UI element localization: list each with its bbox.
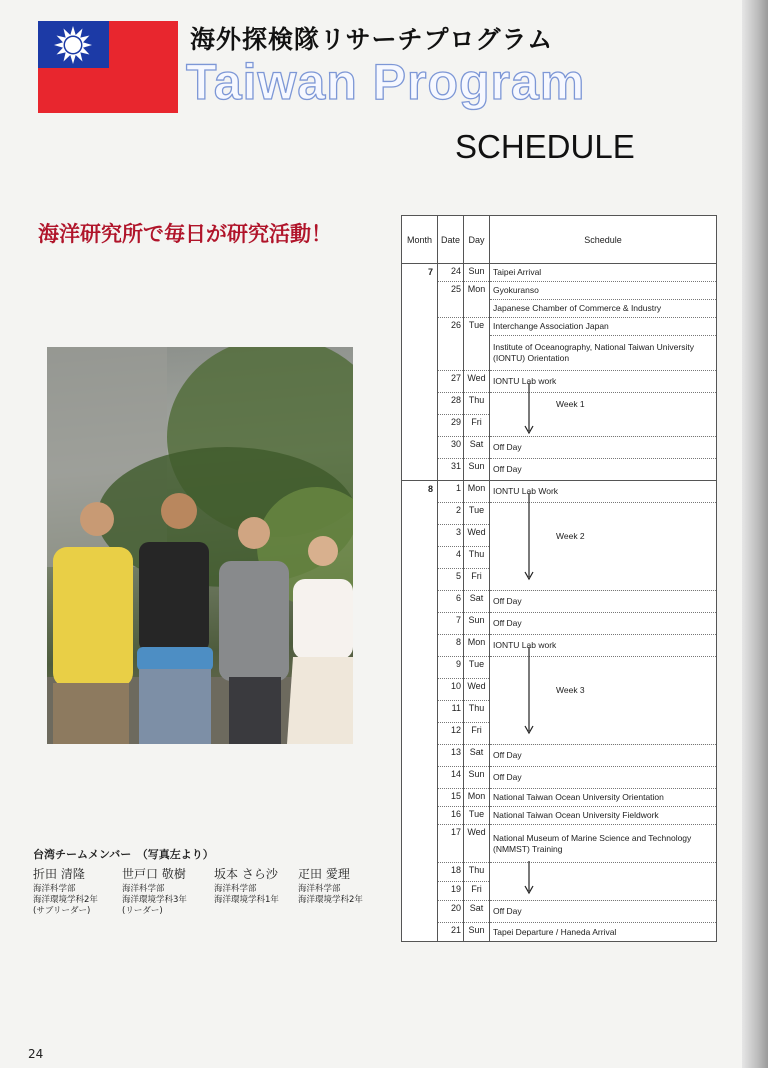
table-row — [402, 789, 717, 807]
date-cell: 20 — [438, 901, 464, 923]
week-label: Week 1 — [556, 399, 585, 409]
member-department: 海洋環境学科2年 — [33, 895, 98, 905]
event-cell: Japanese Chamber of Commerce & Industry — [490, 300, 717, 318]
event-cell — [490, 503, 717, 591]
member-name: 世戸口 敬樹 — [122, 867, 186, 881]
day-cell: Wed — [464, 525, 490, 547]
event-cell: Taipei Arrival — [490, 264, 717, 282]
date-cell: 16 — [438, 807, 464, 825]
member-name: 折田 清隆 — [33, 867, 85, 881]
schedule-heading: SCHEDULE — [455, 128, 635, 165]
day-cell: Sun — [464, 923, 490, 942]
week-label: Week 3 — [556, 685, 585, 695]
member-faculty: 海洋科学部 — [214, 884, 257, 894]
month-cell: 8 — [402, 481, 438, 942]
day-cell: Fri — [464, 723, 490, 745]
date-cell: 26 — [438, 318, 464, 371]
event-cell: National Museum of Marine Science and Technology (NMMST) Training — [490, 825, 717, 863]
event-cell: Off Day — [490, 591, 717, 613]
date-cell: 6 — [438, 591, 464, 613]
day-cell: Tue — [464, 503, 490, 525]
col-schedule: Schedule — [490, 216, 717, 264]
table-row — [402, 657, 717, 679]
date-cell: 27 — [438, 371, 464, 393]
event-cell: IONTU Lab work — [490, 371, 717, 393]
table-row — [402, 437, 717, 459]
members-heading: 台湾チームメンバー （写真左より） — [33, 848, 214, 861]
page-number: 24 — [28, 1047, 44, 1061]
member-4 — [298, 868, 363, 906]
member-department: 海洋環境学科3年 — [122, 895, 187, 905]
member-2 — [122, 868, 187, 917]
date-cell: 21 — [438, 923, 464, 942]
down-arrow-icon — [524, 647, 534, 737]
team-photo — [47, 347, 353, 744]
day-cell: Wed — [464, 371, 490, 393]
date-cell: 8 — [438, 635, 464, 657]
date-cell: 2 — [438, 503, 464, 525]
date-cell: 18 — [438, 863, 464, 882]
date-cell: 10 — [438, 679, 464, 701]
day-cell: Sat — [464, 437, 490, 459]
event-cell: National Taiwan Ocean University Fieldwork — [490, 807, 717, 825]
event-cell: IONTU Lab Work — [490, 481, 717, 503]
flag-canton — [38, 21, 109, 68]
day-cell: Mon — [464, 789, 490, 807]
event-cell: Interchange Association Japan — [490, 318, 717, 336]
day-cell: Thu — [464, 393, 490, 415]
month-cell: 7 — [402, 264, 438, 481]
day-cell: Sat — [464, 745, 490, 767]
day-cell: Wed — [464, 679, 490, 701]
week-label: Week 2 — [556, 531, 585, 541]
member-1 — [33, 868, 98, 917]
date-cell: 7 — [438, 613, 464, 635]
event-cell: Off Day — [490, 613, 717, 635]
program-title-jp: 海外探検隊リサーチプログラム — [190, 25, 554, 54]
day-cell: Tue — [464, 657, 490, 679]
day-cell: Mon — [464, 282, 490, 318]
col-month: Month — [402, 216, 438, 264]
event-cell — [490, 657, 717, 745]
schedule-table — [401, 215, 717, 942]
member-role: (サブリーダー) — [33, 906, 91, 916]
down-arrow-icon — [524, 493, 534, 583]
table-row — [402, 767, 717, 789]
date-cell: 29 — [438, 415, 464, 437]
day-cell: Fri — [464, 882, 490, 901]
table-row — [402, 825, 717, 863]
member-name: 疋田 愛理 — [298, 867, 350, 881]
date-cell: 3 — [438, 525, 464, 547]
table-row — [402, 503, 717, 525]
table-row — [402, 282, 717, 300]
day-cell: Thu — [464, 863, 490, 882]
event-cell: Off Day — [490, 437, 717, 459]
event-cell — [490, 393, 717, 437]
day-cell: Thu — [464, 701, 490, 723]
date-cell: 4 — [438, 547, 464, 569]
table-row — [402, 459, 717, 481]
table-row — [402, 901, 717, 923]
date-cell: 13 — [438, 745, 464, 767]
table-row — [402, 591, 717, 613]
member-faculty: 海洋科学部 — [33, 884, 76, 894]
day-cell: Sun — [464, 767, 490, 789]
member-department: 海洋環境学科2年 — [298, 895, 363, 905]
event-cell: Off Day — [490, 901, 717, 923]
table-row — [402, 393, 717, 415]
white-sun-icon — [52, 24, 94, 66]
table-row — [402, 863, 717, 882]
date-cell: 25 — [438, 282, 464, 318]
member-faculty: 海洋科学部 — [298, 884, 341, 894]
event-cell: National Taiwan Ocean University Orientation — [490, 789, 717, 807]
day-cell: Tue — [464, 807, 490, 825]
down-arrow-icon — [524, 861, 534, 897]
date-cell: 1 — [438, 481, 464, 503]
day-cell: Tue — [464, 318, 490, 371]
date-cell: 14 — [438, 767, 464, 789]
date-cell: 17 — [438, 825, 464, 863]
binding-shadow — [742, 0, 768, 1068]
event-cell: IONTU Lab work — [490, 635, 717, 657]
table-row — [402, 745, 717, 767]
event-cell: Off Day — [490, 459, 717, 481]
schedule-header-row — [402, 216, 717, 264]
member-department: 海洋環境学科1年 — [214, 895, 279, 905]
member-name: 坂本 さら沙 — [214, 867, 278, 881]
day-cell: Sun — [464, 613, 490, 635]
event-cell — [490, 863, 717, 901]
day-cell: Sat — [464, 591, 490, 613]
date-cell: 30 — [438, 437, 464, 459]
date-cell: 9 — [438, 657, 464, 679]
date-cell: 31 — [438, 459, 464, 481]
table-row — [402, 264, 717, 282]
day-cell: Fri — [464, 415, 490, 437]
date-cell: 24 — [438, 264, 464, 282]
taiwan-flag — [38, 21, 178, 113]
col-day: Day — [464, 216, 490, 264]
program-title-en: Taiwan Program — [186, 54, 586, 110]
date-cell: 15 — [438, 789, 464, 807]
event-cell: Tapei Departure / Haneda Arrival — [490, 923, 717, 942]
member-3 — [214, 868, 279, 906]
day-cell: Sun — [464, 459, 490, 481]
col-date: Date — [438, 216, 464, 264]
event-cell: Off Day — [490, 767, 717, 789]
headline: 海洋研究所で毎日が研究活動！ — [38, 222, 332, 246]
date-cell: 19 — [438, 882, 464, 901]
table-row — [402, 371, 717, 393]
date-cell: 28 — [438, 393, 464, 415]
table-row — [402, 613, 717, 635]
down-arrow-icon — [524, 383, 534, 437]
day-cell: Mon — [464, 481, 490, 503]
event-cell: Gyokuranso — [490, 282, 717, 300]
day-cell: Wed — [464, 825, 490, 863]
member-faculty: 海洋科学部 — [122, 884, 165, 894]
date-cell: 11 — [438, 701, 464, 723]
team-photo-illustration — [47, 347, 353, 744]
table-row — [402, 318, 717, 336]
table-row — [402, 807, 717, 825]
date-cell: 12 — [438, 723, 464, 745]
day-cell: Thu — [464, 547, 490, 569]
event-cell: Off Day — [490, 745, 717, 767]
table-row — [402, 481, 717, 503]
member-role: (リーダー) — [122, 906, 163, 916]
day-cell: Fri — [464, 569, 490, 591]
event-cell: Institute of Oceanography, National Taiwan University (IONTU) Orientation — [490, 336, 717, 371]
day-cell: Mon — [464, 635, 490, 657]
day-cell: Sat — [464, 901, 490, 923]
day-cell: Sun — [464, 264, 490, 282]
table-row — [402, 635, 717, 657]
table-row — [402, 923, 717, 942]
date-cell: 5 — [438, 569, 464, 591]
